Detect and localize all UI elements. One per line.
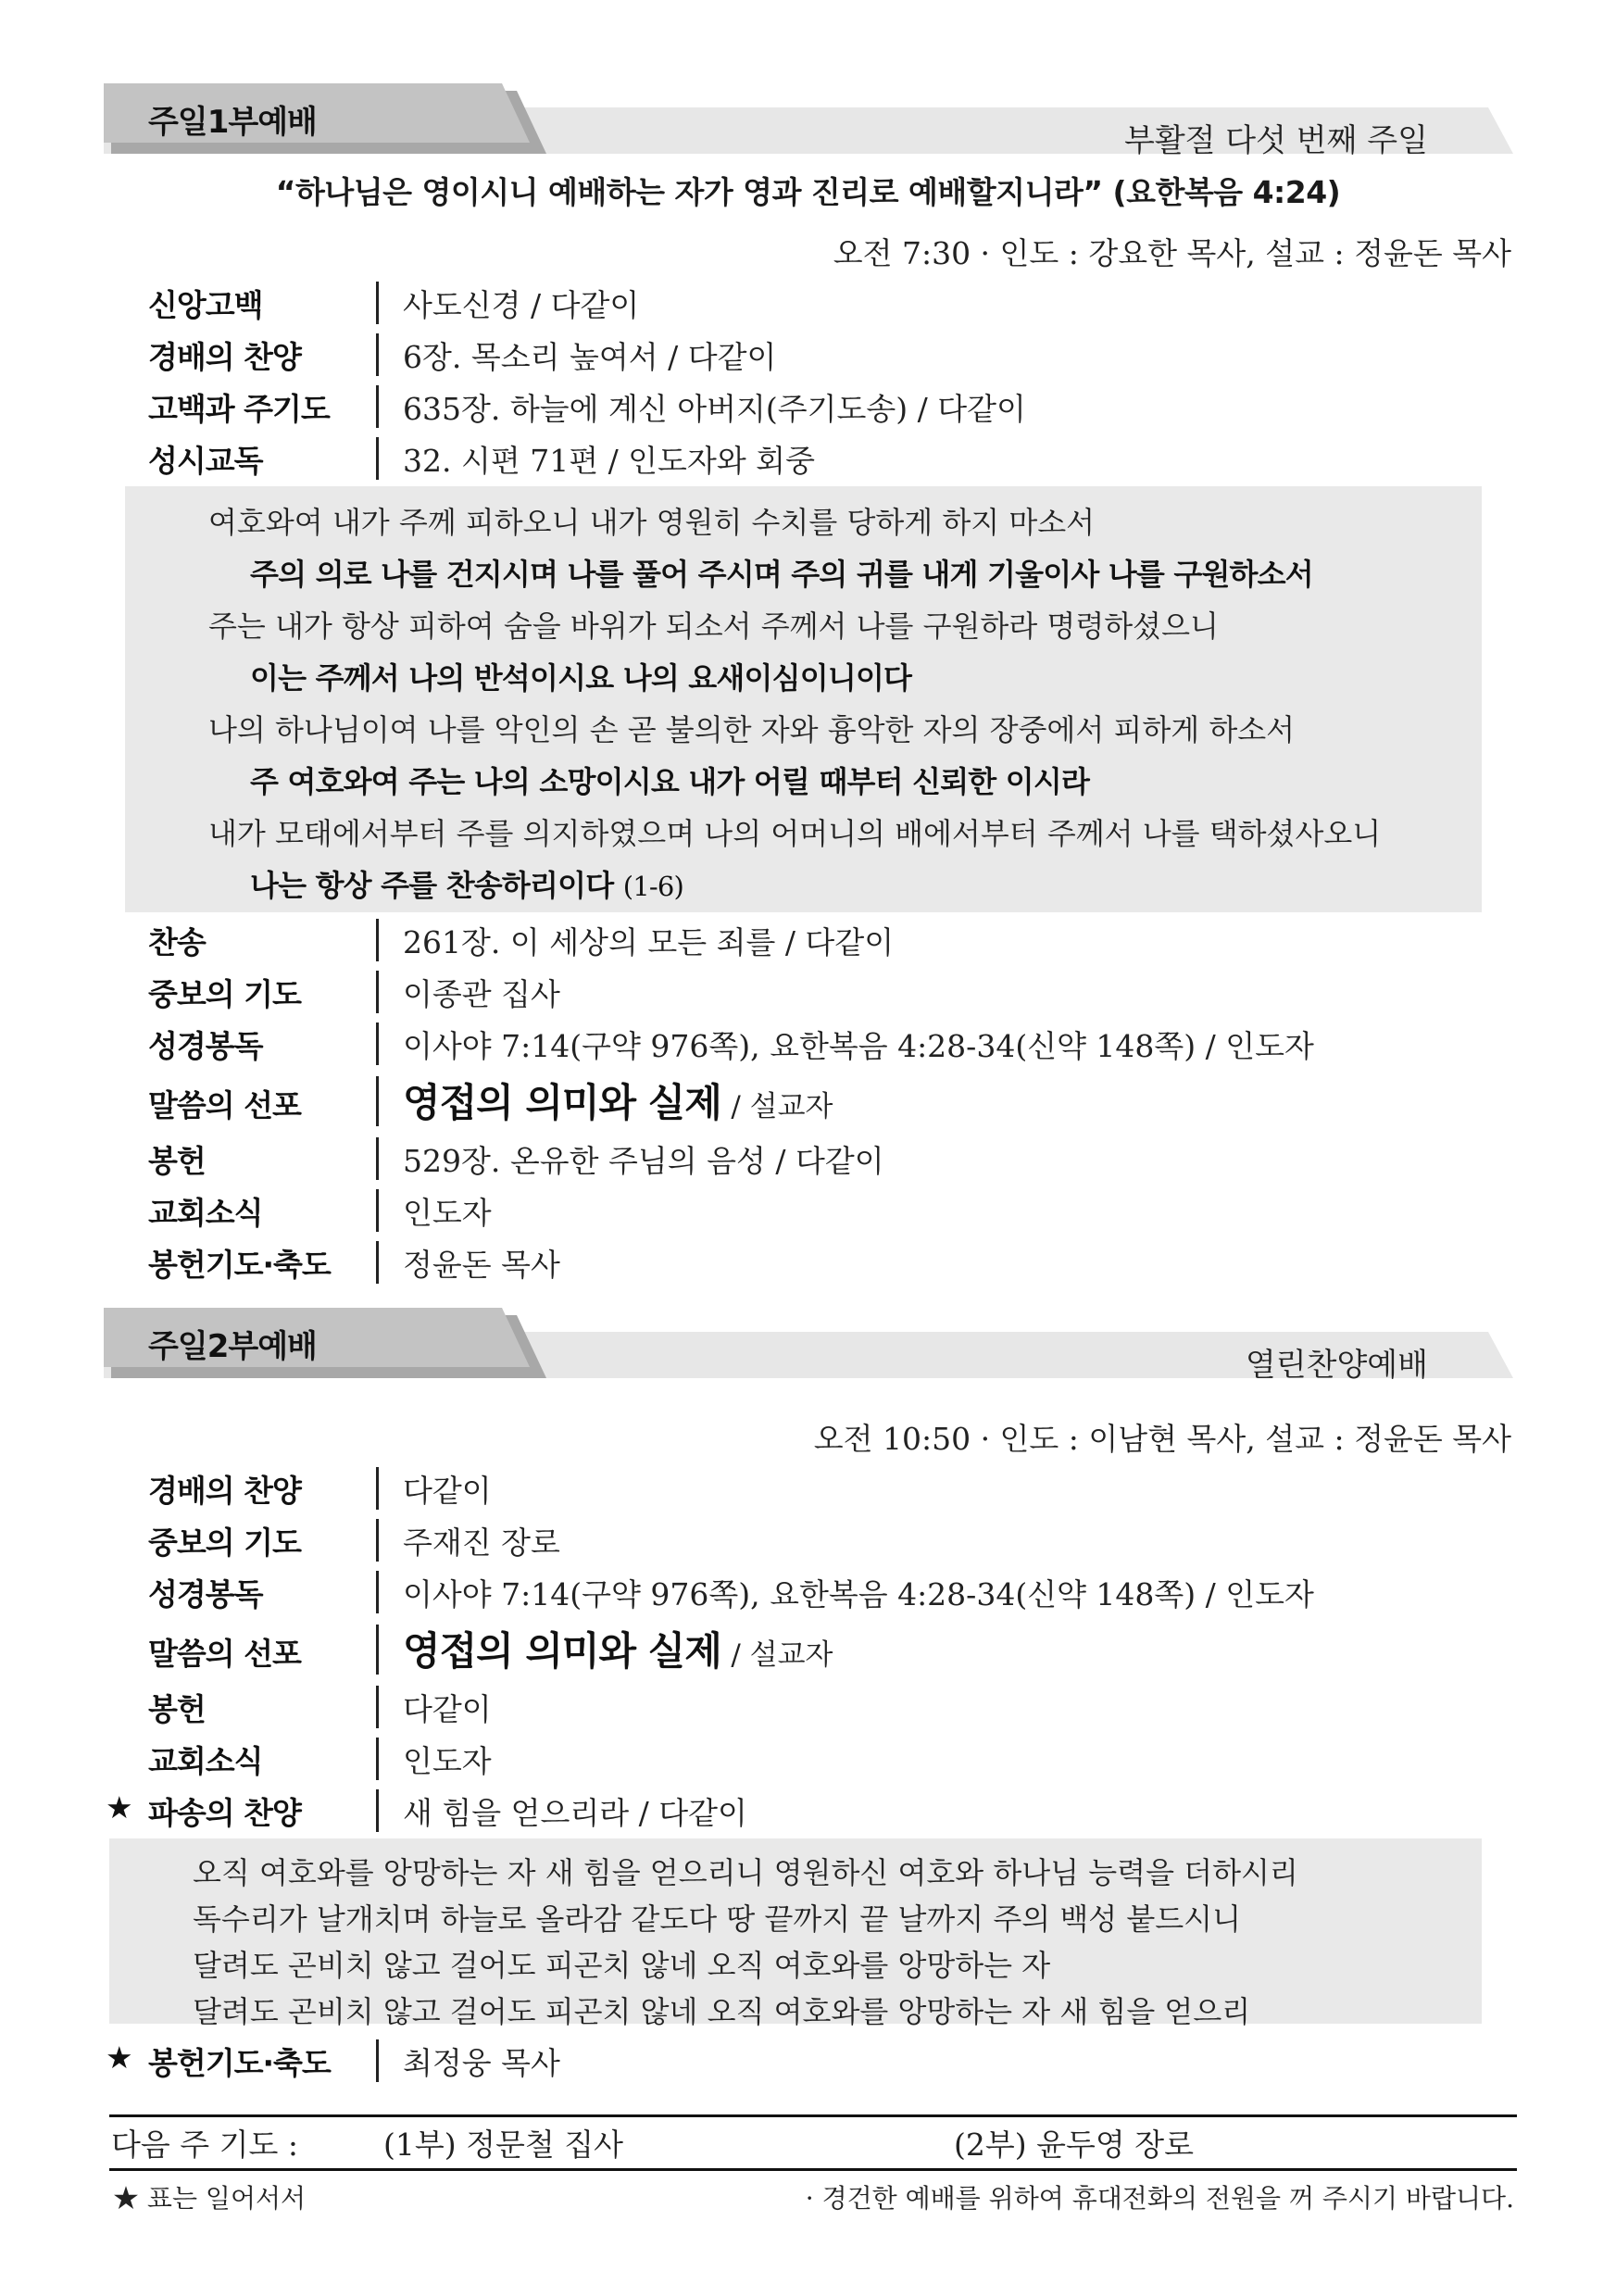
divider [376,385,379,428]
service1-header [104,83,1513,159]
order-label: 성경봉독 [148,1028,263,1064]
divider [376,1738,379,1780]
order-label: 봉헌기도·축도 [148,1247,331,1283]
order-content: 다같이 [403,1691,492,1727]
service1-title: 주일1부예배 [148,104,317,141]
reading-line-congregation: 이는 주께서 나의 반석이시요 나의 요새이심이니이다 [250,660,912,696]
order-content: 인도자 [403,1743,492,1779]
phone-notice: · 경건한 예배를 위하여 휴대전화의 전원을 꺼 주시기 바랍니다. [805,2183,1514,2214]
divider [376,1189,379,1232]
standing-star-icon: ★ [106,2039,132,2076]
divider [376,1789,379,1832]
order-content [403,1621,833,1676]
order-content: 261장. 이 세상의 모든 죄를 / 다같이 [403,924,895,960]
divider [376,1137,379,1180]
order-content: 이사야 7:14(구약 976쪽), 요한복음 4:28-34(신약 148쪽) / 인도자 [403,1028,1314,1064]
lyric-line: 달려도 곤비치 않고 걸어도 피곤치 않네 오직 여호와를 앙망하는 자 새 힘을 얻으리 [193,1994,1251,2029]
order-content: 사도신경 / 다같이 [403,287,640,323]
divider [376,1625,379,1675]
next-week-prayer-1: (1부) 정문철 집사 [383,2127,623,2163]
order-content: 635장. 하늘에 계신 아버지(주기도송) / 다같이 [403,391,1026,427]
order-content: 새 힘을 얻으리라 / 다같이 [403,1795,747,1831]
order-content: 529장. 온유한 주님의 음성 / 다같이 [403,1143,884,1179]
footer-rule-top [109,2114,1517,2117]
sermon-title: 영접의 의미와 실제 [403,1080,721,1125]
reading-final-text: 나는 항상 주를 찬송하리이다 [250,868,614,903]
lyric-line: 독수리가 날개치며 하늘로 올라감 같도다 땅 끝까지 끝 날까지 주의 백성 붙드시니 [193,1901,1241,1937]
reading-line-leader: 나의 하나님이여 나를 악인의 손 곧 불의한 자와 흉악한 자의 장중에서 피하게 하소서 [208,712,1296,747]
order-label: 말씀의 선포 [148,1636,301,1672]
order-label: 교회소식 [148,1195,263,1231]
divider [376,1023,379,1065]
order-label: 성시교독 [148,443,263,479]
service2-info: 오전 10:50 · 인도 : 이남현 목사, 설교 : 정윤돈 목사 [813,1421,1511,1457]
order-content: 최정웅 목사 [403,2045,560,2081]
divider [376,1467,379,1510]
order-content: 주재진 장로 [403,1524,560,1561]
service2-title: 주일2부예배 [148,1328,317,1365]
divider [376,1686,379,1728]
order-content: 이종관 집사 [403,976,560,1012]
next-week-label: 다음 주 기도 : [111,2127,298,2163]
order-label: 봉헌 [148,1691,206,1727]
order-label: 성경봉독 [148,1576,263,1612]
order-content: 이사야 7:14(구약 976쪽), 요한복음 4:28-34(신약 148쪽) / 인도자 [403,1576,1314,1612]
reading-line-leader: 주는 내가 항상 피하여 숨을 바위가 되소서 주께서 나를 구원하라 명령하셨으니 [208,609,1219,644]
service2-header [104,1308,1513,1384]
song-lyrics-box [109,1838,1482,2029]
order-content [403,1073,833,1128]
service1-info: 오전 7:30 · 인도 : 강요한 목사, 설교 : 정윤돈 목사 [833,235,1511,271]
reading-line-congregation: 주의 의로 나를 건지시며 나를 풀어 주시며 주의 귀를 내게 기울이사 나를 구원하소서 [250,557,1313,592]
sermon-title: 영접의 의미와 실제 [403,1628,721,1674]
order-label: 신앙고백 [148,287,263,323]
order-label: 고백과 주기도 [148,391,330,427]
order-content: 인도자 [403,1195,492,1231]
responsive-reading-box [125,486,1482,912]
divider [376,1241,379,1284]
order-content: 다같이 [403,1473,492,1509]
order-label: 교회소식 [148,1743,263,1779]
reading-line-leader: 여호와여 내가 주께 피하오니 내가 영원히 수치를 당하게 하지 마소서 [208,505,1096,540]
divider [376,282,379,324]
order-content: 32. 시편 71편 / 인도자와 회중 [403,443,815,479]
divider [376,1519,379,1562]
sermon-suffix: / 설교자 [731,1638,833,1672]
order-label: 말씀의 선포 [148,1087,301,1123]
divider [376,971,379,1013]
sermon-suffix: / 설교자 [731,1090,833,1123]
standing-star-icon: ★ [106,1789,132,1826]
divider [376,919,379,961]
order-label: 경배의 찬양 [148,339,301,375]
order-label-text: 파송의 찬양 [148,1795,301,1831]
lyric-line: 달려도 곤비치 않고 걸어도 피곤치 않네 오직 여호와를 앙망하는 자 [193,1948,1051,1983]
divider [376,1076,379,1126]
order-label: 중보의 기도 [148,976,301,1012]
order-content: 정윤돈 목사 [403,1247,560,1283]
order-label: 경배의 찬양 [148,1473,301,1509]
reading-reference: (1-6) [622,871,684,902]
reading-line-leader: 내가 모태에서부터 주를 의지하였으며 나의 어머니의 배에서부터 주께서 나를 택하셨사오니 [208,816,1382,851]
divider [376,2039,379,2082]
reading-line-congregation: 주 여호와여 주는 나의 소망이시요 내가 어릴 때부터 신뢰한 이시라 [250,764,1090,799]
theme-verse: “하나님은 영이시니 예배하는 자가 영과 진리로 예배할지니라” (요한복음 4:24) [275,174,1341,210]
divider [376,1571,379,1613]
order-content: 6장. 목소리 높여서 / 다같이 [403,339,777,375]
divider [376,333,379,376]
order-label [106,1789,370,1833]
divider [376,437,379,480]
reading-line-congregation [250,862,683,905]
order-label-text: 봉헌기도·축도 [148,2045,331,2081]
standing-note: ★ 표는 일어서서 [113,2183,307,2214]
order-label: 봉헌 [148,1143,206,1179]
order-label [106,2039,370,2083]
service2-subtitle: 열린찬양예배 [1245,1347,1428,1384]
service1-subtitle: 부활절 다섯 번째 주일 [1123,122,1428,159]
next-week-prayer-2: (2부) 윤두영 장로 [954,2127,1194,2163]
footer-rule-bottom [109,2168,1517,2171]
order-label: 찬송 [148,924,206,960]
order-label: 중보의 기도 [148,1524,301,1561]
lyric-line: 오직 여호와를 앙망하는 자 새 힘을 얻으리니 영원하신 여호와 하나님 능력을 더하시리 [193,1855,1298,1890]
